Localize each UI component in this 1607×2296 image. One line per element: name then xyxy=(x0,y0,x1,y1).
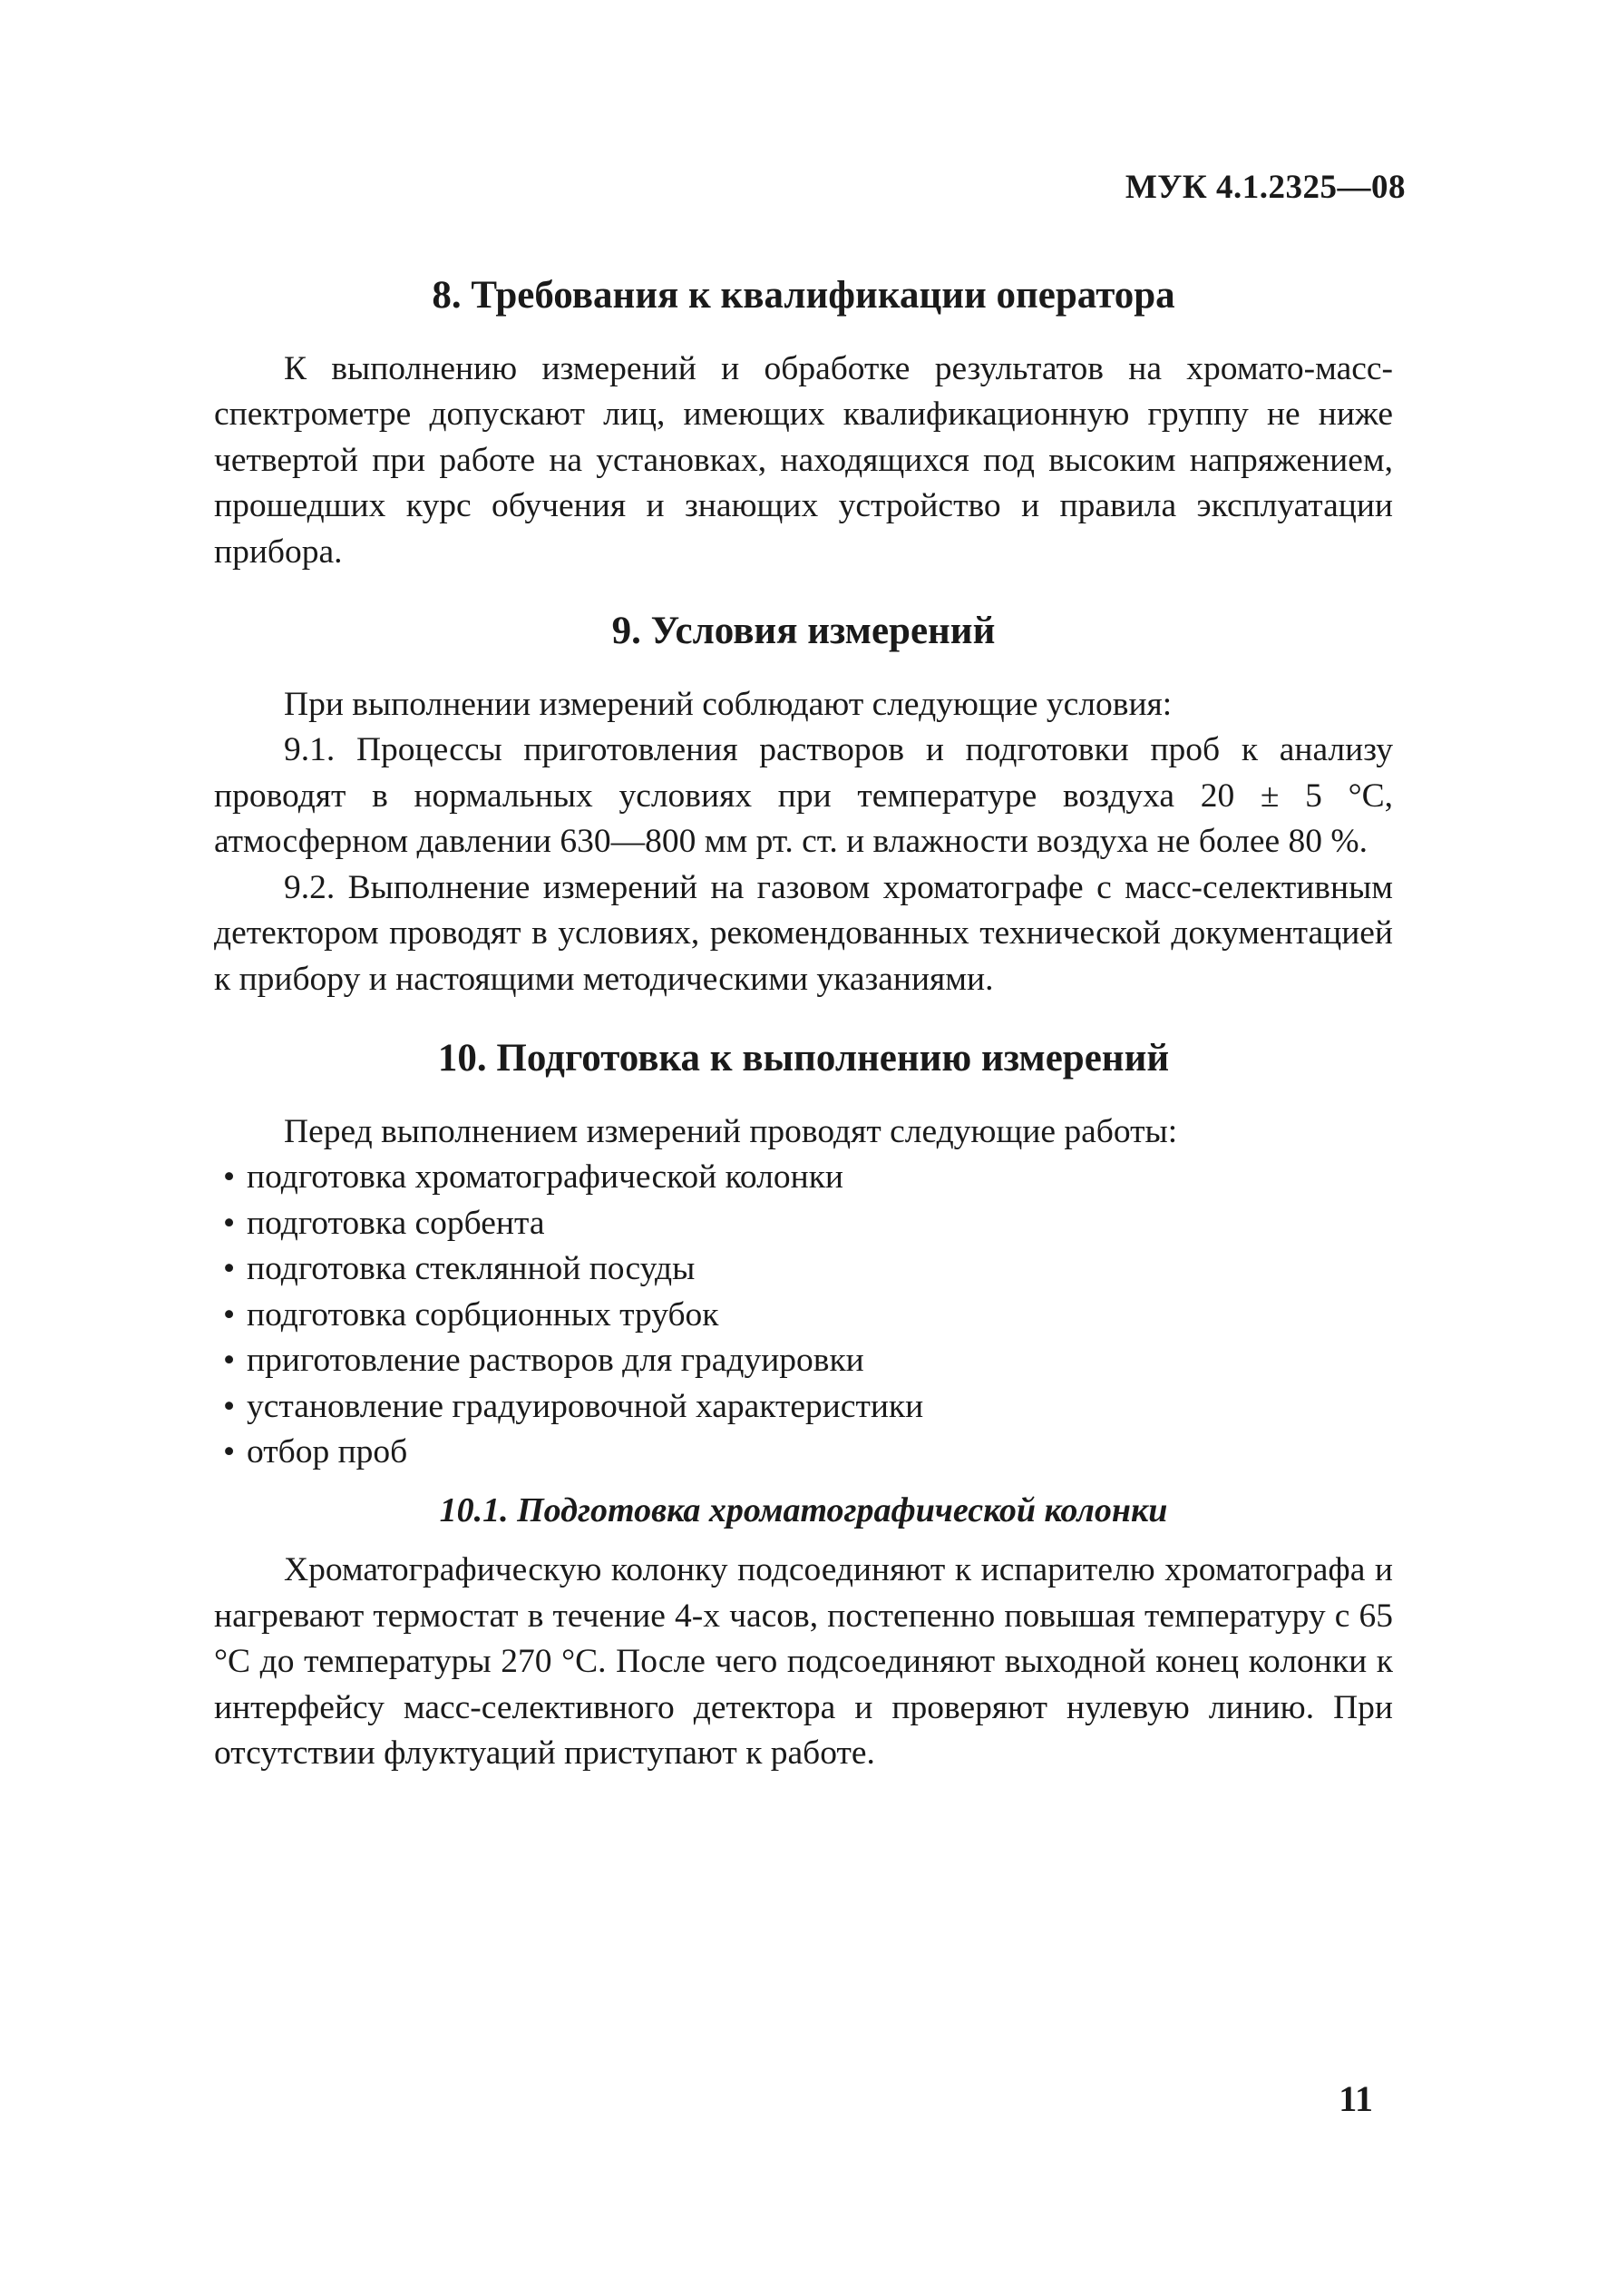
subsection-10-1-text: Хроматографическую колонку подсоединяют к испарителю хроматографа и нагревают термостат в течение 4-х часов, постепенно повышая температуру с 65 °С до температуры 270 °С. После чего подсоединяют выходной конец колонки к интерфейсу масс-селективного детектора и проверяют нулевую линию. При отсутствии флуктуаций приступают к работе. xyxy=(214,1551,1393,1773)
bullet-icon: • xyxy=(223,1433,236,1471)
list-item: • подготовка стеклянной посуды xyxy=(223,1246,1393,1293)
section-10 xyxy=(214,1035,1393,1777)
bullet-icon: • xyxy=(223,1250,236,1288)
preparation-list xyxy=(214,1155,1393,1476)
page-number: 11 xyxy=(1339,2078,1373,2119)
section-9-title: 9. Условия измерений xyxy=(611,610,996,653)
section-10-title: 10. Подготовка к выполнению измерений xyxy=(437,1037,1170,1080)
list-item: • приготовление растворов для градуировки xyxy=(223,1338,1393,1384)
list-item: • подготовка сорбционных трубок xyxy=(223,1293,1393,1339)
section-8 xyxy=(214,272,1393,575)
bullet-icon: • xyxy=(223,1387,236,1425)
list-item: • установление градуировочной характеристики xyxy=(223,1384,1393,1431)
section-9-paragraph-1: 9.1. Процессы приготовления растворов и подготовки проб к анализу проводят в нормальных условиях при температуре воздуха 20 ± 5 °С, атмосферном давлении 630—800 мм рт. ст. и влажности воздуха не более 80 %. xyxy=(214,731,1393,861)
bullet-icon: • xyxy=(223,1342,236,1380)
bullet-icon: • xyxy=(223,1158,236,1197)
section-8-title: 8. Требования к квалификации оператора xyxy=(432,274,1175,317)
page-content xyxy=(214,272,1393,1810)
section-8-text: К выполнению измерений и обработке результатов на хромато-масс-спектрометре допускают лиц, имеющих квалификационную группу не ниже четвертой при работе на установках, находящихся под высоким напряжением, прошедших курс обучения и знающих устройство и правила эксплуатации прибора. xyxy=(214,349,1393,571)
list-item: • отбор проб xyxy=(223,1430,1393,1476)
bullet-icon: • xyxy=(223,1295,236,1334)
bullet-icon: • xyxy=(223,1204,236,1242)
list-item: • подготовка сорбента xyxy=(223,1201,1393,1247)
section-9-intro: При выполнении измерений соблюдают следующие условия: xyxy=(284,685,1173,723)
list-item: • подготовка хроматографической колонки xyxy=(223,1155,1393,1201)
section-10-intro: Перед выполнением измерений проводят следующие работы: xyxy=(284,1112,1178,1150)
subsection-10-1-title: 10.1. Подготовка хроматографической колонки xyxy=(439,1490,1168,1529)
document-code-header: МУК 4.1.2325—08 xyxy=(1125,169,1406,206)
section-9 xyxy=(214,608,1393,1002)
section-9-paragraph-2: 9.2. Выполнение измерений на газовом хроматографе с масс-селективным детектором проводят в условиях, рекомендованных технической документацией к прибору и настоящими методическими указаниями. xyxy=(214,868,1393,998)
